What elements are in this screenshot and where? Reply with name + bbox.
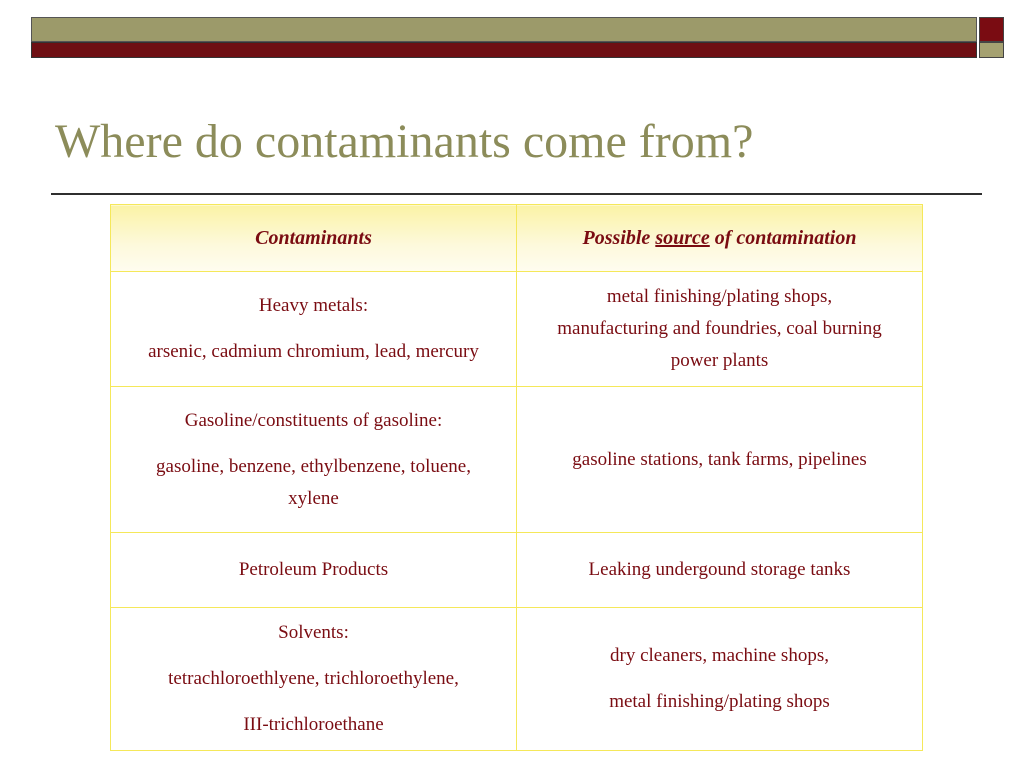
contaminant-heading: Gasoline/constituents of gasoline: (184, 409, 443, 431)
corner-red-square (979, 17, 1004, 42)
table-row (111, 608, 923, 751)
header-source-suffix: of contamination (709, 227, 857, 249)
line-gap (115, 695, 512, 709)
table-row (111, 272, 923, 387)
table-row (111, 387, 923, 533)
table-row (111, 533, 923, 608)
source-line: power plants (670, 350, 769, 371)
source-line: manufacturing and foundries, coal burning (557, 318, 882, 339)
header-source (517, 205, 923, 272)
source-line: metal finishing/plating shops, (606, 286, 833, 307)
source-cell (517, 272, 923, 387)
contaminant-cell (111, 387, 517, 533)
contaminant-cell (111, 608, 517, 751)
top-red-bar (31, 42, 977, 58)
title-divider (51, 193, 982, 195)
source-cell: gasoline stations, tank farms, pipelines (517, 387, 923, 533)
line-gap (115, 437, 512, 451)
source-line: metal finishing/plating shops (609, 691, 830, 712)
contaminant-detail: xylene (288, 487, 339, 509)
contaminant-heading: Heavy metals: (258, 295, 369, 316)
source-cell: Leaking undergound storage tanks (517, 533, 923, 608)
top-olive-bar (31, 17, 977, 42)
contaminant-detail: III-trichloroethane (243, 714, 384, 735)
header-source-underlined: source (655, 227, 710, 249)
contaminants-table (110, 204, 923, 751)
header-contaminants: Contaminants (111, 205, 517, 272)
line-gap (521, 672, 918, 686)
slide-title: Where do contaminants come from? (55, 115, 754, 168)
line-gap (115, 649, 512, 663)
contaminant-heading: Solvents: (278, 622, 349, 643)
source-cell (517, 608, 923, 751)
header-source-prefix: Possible (582, 227, 656, 249)
contaminant-detail: gasoline, benzene, ethylbenzene, toluene, (156, 455, 471, 477)
line-gap (115, 322, 512, 336)
contaminant-cell: Petroleum Products (111, 533, 517, 608)
contaminant-detail: arsenic, cadmium chromium, lead, mercury (148, 341, 479, 362)
table-header-row (111, 205, 923, 272)
corner-olive-square (979, 42, 1004, 58)
contaminant-cell (111, 272, 517, 387)
contaminant-detail: tetrachloroethlyene, trichloroethylene, (168, 668, 459, 689)
source-line: dry cleaners, machine shops, (610, 645, 829, 666)
